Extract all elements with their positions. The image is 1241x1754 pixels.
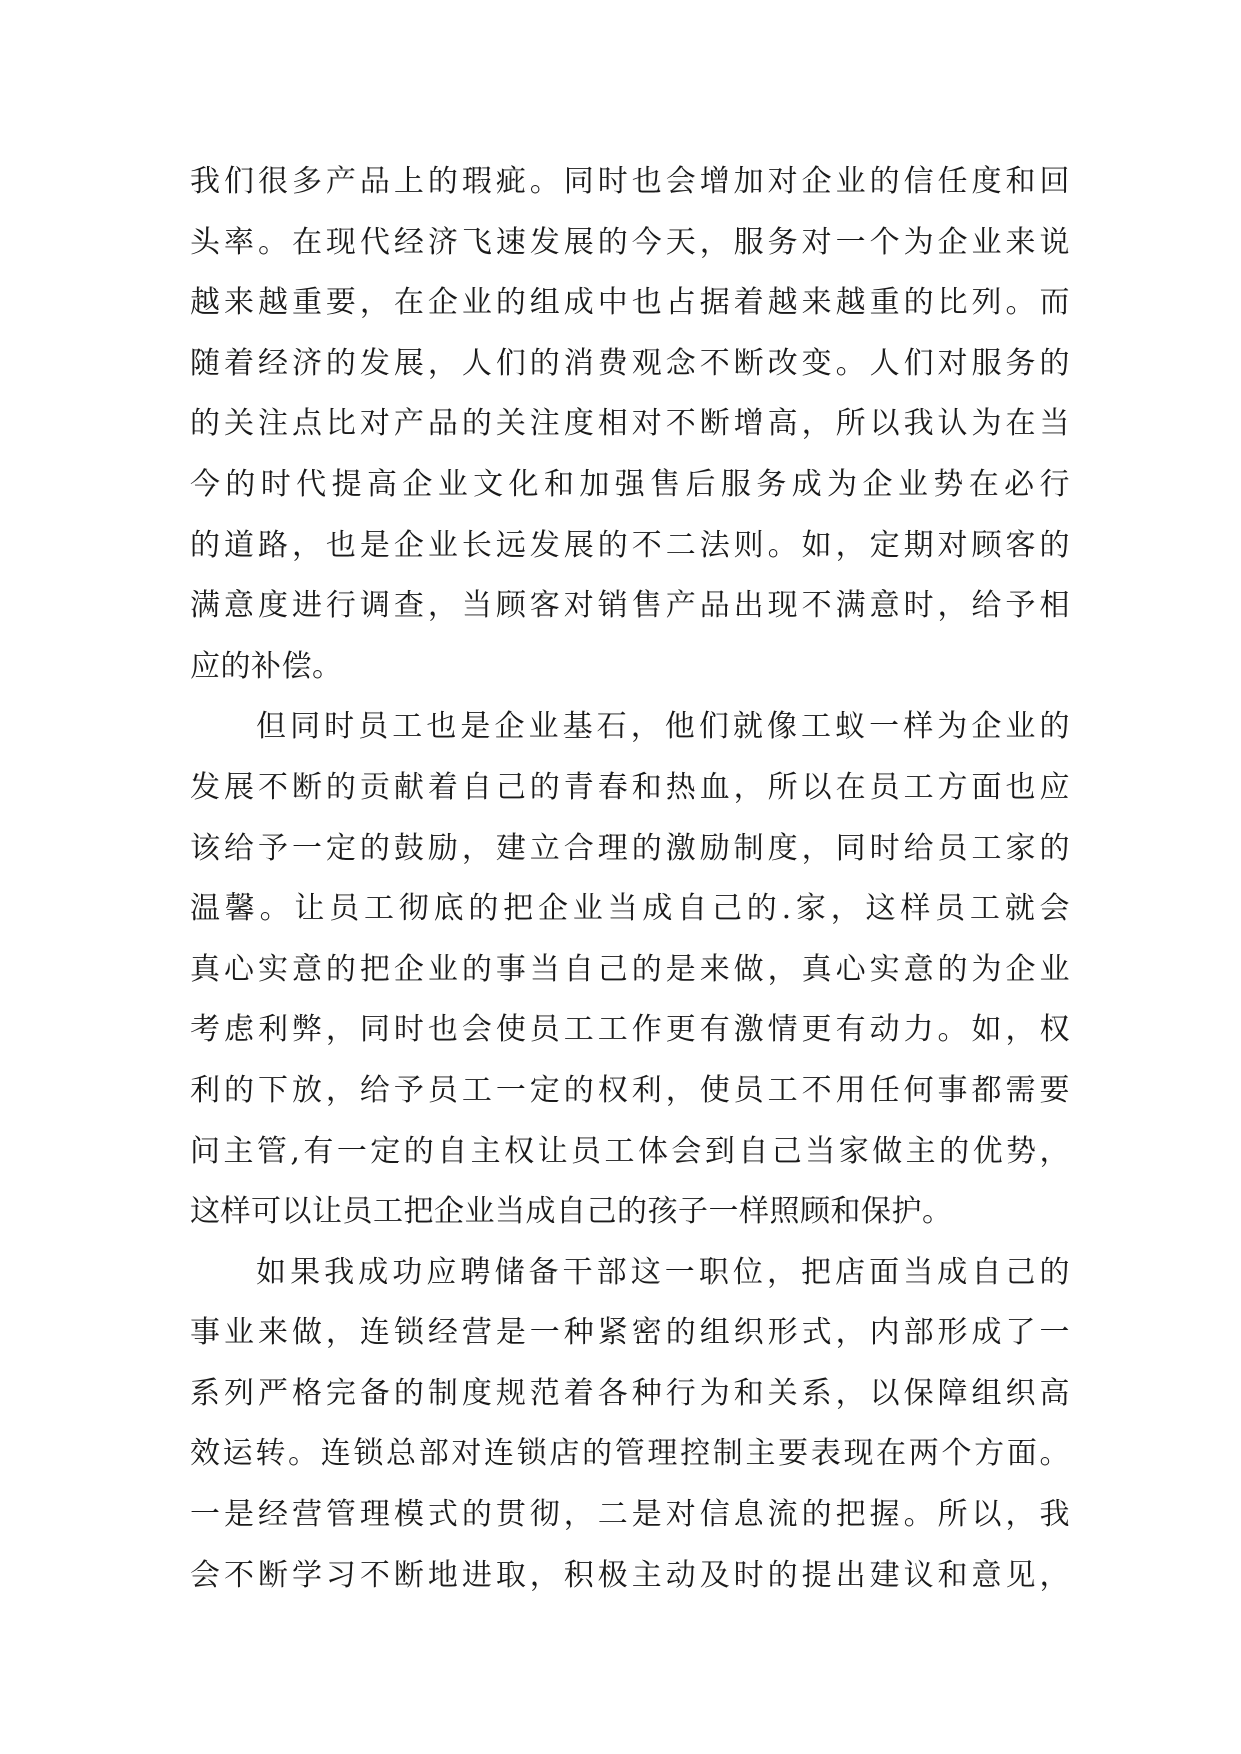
paragraph-3-line: 一是经营管理模式的贯彻，二是对信息流的把握。所以，我 [190, 1497, 1070, 1533]
paragraph-2-line: 该给予一定的鼓励，建立合理的激励制度，同时给员工家的 [190, 830, 1070, 866]
paragraph-2-line: 这样可以让员工把企业当成自己的孩子一样照顾和保护。 [190, 1194, 953, 1230]
paragraph-2-line: 但同时员工也是企业基石，他们就像工蚁一样为企业的 [256, 709, 1070, 745]
paragraph-3-line: 事业来做，连锁经营是一种紧密的组织形式，内部形成了一 [190, 1315, 1070, 1351]
paragraph-1-line: 头率。在现代经济飞速发展的今天，服务对一个为企业来说 [190, 224, 1070, 260]
paragraph-3-line: 如果我成功应聘储备干部这一职位，把店面当成自己的 [256, 1254, 1070, 1290]
paragraph-1-line: 我们很多产品上的瑕疵。同时也会增加对企业的信任度和回 [190, 164, 1070, 199]
paragraph-1-line: 的关注点比对产品的关注度相对不断增高，所以我认为在当 [190, 406, 1070, 442]
body-text [190, 152, 1070, 1606]
paragraph-2-line: 真心实意的把企业的事当自己的是来做，真心实意的为企业 [190, 951, 1070, 987]
paragraph-1-line: 越来越重要，在企业的组成中也占据着越来越重的比列。而 [190, 285, 1070, 321]
paragraph-1-line: 满意度进行调查，当顾客对销售产品出现不满意时，给予相 [190, 588, 1070, 624]
paragraph-3-line: 效运转。连锁总部对连锁店的管理控制主要表现在两个方面。 [190, 1436, 1070, 1472]
paragraph-3-line: 系列严格完备的制度规范着各种行为和关系，以保障组织高 [190, 1375, 1070, 1411]
paragraph-1-line: 今的时代提高企业文化和加强售后服务成为企业势在必行 [190, 466, 1070, 502]
paragraph-2-line: 问主管,有一定的自主权让员工体会到自己当家做主的优势， [190, 1133, 1070, 1169]
paragraph-2-line: 发展不断的贡献着自己的青春和热血，所以在员工方面也应 [190, 769, 1070, 805]
paragraph-1-line: 应的补偿。 [190, 648, 343, 684]
paragraph-3-line: 会不断学习不断地进取，积极主动及时的提出建议和意见， [190, 1557, 1070, 1593]
paragraph-2-line: 考虑利弊，同时也会使员工工作更有激情更有动力。如，权 [190, 1012, 1070, 1048]
paragraph-1-line: 随着经济的发展，人们的消费观念不断改变。人们对服务的 [190, 345, 1070, 381]
paragraph-1-line: 的道路，也是企业长远发展的不二法则。如，定期对顾客的 [190, 527, 1070, 563]
paragraph-2-line: 温馨。让员工彻底的把企业当成自己的.家，这样员工就会 [190, 891, 1070, 927]
paragraph-2-line: 利的下放，给予员工一定的权利，使员工不用任何事都需要 [190, 1072, 1070, 1108]
